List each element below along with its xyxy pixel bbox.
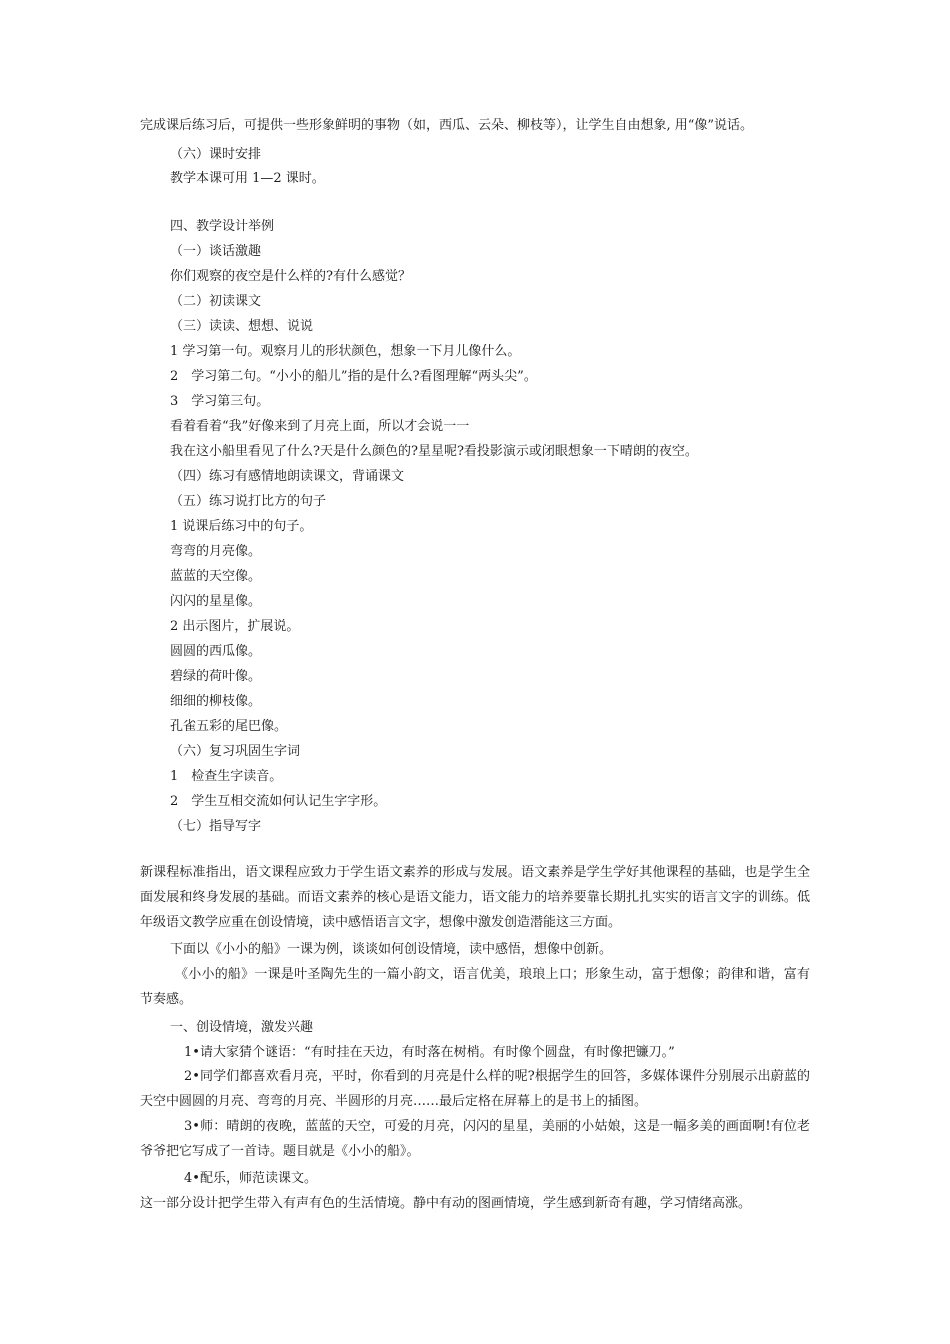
section-heading: （六）课时安排	[170, 147, 262, 162]
text-line: 教学本课可用 1—2 课时。	[170, 171, 325, 186]
text-line: 蓝蓝的天空像。	[170, 569, 262, 584]
text-line: 我在这小船里看见了什么?天是什么颜色的?星星呢?看投影演示或闭眼想象一下晴朗的夜空。	[170, 444, 698, 459]
section-heading: 四、教学设计举例	[170, 219, 275, 234]
section-heading: （一）谈话激趣	[170, 244, 262, 259]
body-paragraph: 3•师：晴朗的夜晚，蓝蓝的天空，可爱的月亮，闪闪的星星，美丽的小姑娘，这是一幅多美的画面啊!有位老爷爷把它写成了一首诗。题目就是《小小的船》。	[140, 1119, 810, 1159]
text-line: 3 学习第三句。	[170, 394, 270, 409]
text-line: 闪闪的星星像。	[170, 594, 262, 609]
section-heading: 一、创设情境，激发兴趣	[170, 1020, 314, 1035]
text-line: 2 出示图片，扩展说。	[170, 619, 300, 634]
text-line: 弯弯的月亮像。	[170, 544, 262, 559]
text-line: 碧绿的荷叶像。	[170, 669, 262, 684]
section-heading: （二）初读课文	[170, 294, 262, 309]
text-line: 1 说课后练习中的句子。	[170, 519, 313, 534]
body-paragraph: 新课程标准指出，语文课程应致力于学生语文素养的形成与发展。语文素养是学生学好其他课程的基础，也是学生全面发展和终身发展的基础。而语文素养的核心是语文能力，语文能力的培养要靠长期扎扎实实的语言文字的训练。低年级语文教学应重在创设情境，读中感悟语言文字，想像中激发创造潜能这三方面。	[140, 865, 810, 930]
text-line: 孔雀五彩的尾巴像。	[170, 719, 288, 734]
text-line: 细细的柳枝像。	[170, 694, 262, 709]
text-line: 1 检查生字读音。	[170, 769, 283, 784]
text-line: 4•配乐，师范读课文。	[184, 1171, 317, 1186]
text-line: 1 学习第一句。观察月儿的形状颜色，想象一下月儿像什么。	[170, 344, 521, 359]
text-line: 下面以《小小的船》一课为例，谈谈如何创设情境，读中感悟，想像中创新。	[170, 942, 613, 957]
text-line: 看着看着“我”好像来到了月亮上面，所以才会说一一	[170, 419, 470, 434]
text-line: 1•请大家猜个谜语：“有时挂在天边，有时落在树梢。有时像个圆盘，有时像把镰刀。”	[184, 1045, 675, 1060]
text-line: 完成课后练习后，可提供一些形象鲜明的事物（如，西瓜、云朵、柳枝等），让学生自由想象, 用“像”说话。	[140, 118, 754, 133]
section-heading: （六）复习巩固生字词	[170, 744, 301, 759]
section-heading: （五）练习说打比方的句子	[170, 494, 327, 509]
body-paragraph: 《小小的船》一课是叶圣陶先生的一篇小韵文，语言优美，琅琅上口；形象生动，富于想像；韵律和谐，富有节奏感。	[140, 967, 810, 1007]
text-line: 这一部分设计把学生带入有声有色的生活情境。静中有动的图画情境，学生感到新奇有趣，学习情绪高涨。	[140, 1196, 752, 1211]
section-heading: （七）指导写字	[170, 819, 262, 834]
body-paragraph: 2•同学们都喜欢看月亮，平时，你看到的月亮是什么样的呢?根据学生的回答，多媒体课件分别展示出蔚蓝的天空中圆圆的月亮、弯弯的月亮、半圆形的月亮……最后定格在屏幕上的是书上的插图。	[140, 1069, 810, 1109]
section-heading: （四）练习有感情地朗读课文，背诵课文	[170, 469, 405, 484]
text-line: 你们观察的夜空是什么样的?有什么感觉？	[170, 269, 411, 284]
text-line: 圆圆的西瓜像。	[170, 644, 262, 659]
text-line: 2 学习第二句。“小小的船儿”指的是什么?看图理解“两头尖”。	[170, 369, 537, 384]
section-heading: （三）读读、想想、说说	[170, 319, 314, 334]
text-line: 2 学生互相交流如何认记生字字形。	[170, 794, 387, 809]
